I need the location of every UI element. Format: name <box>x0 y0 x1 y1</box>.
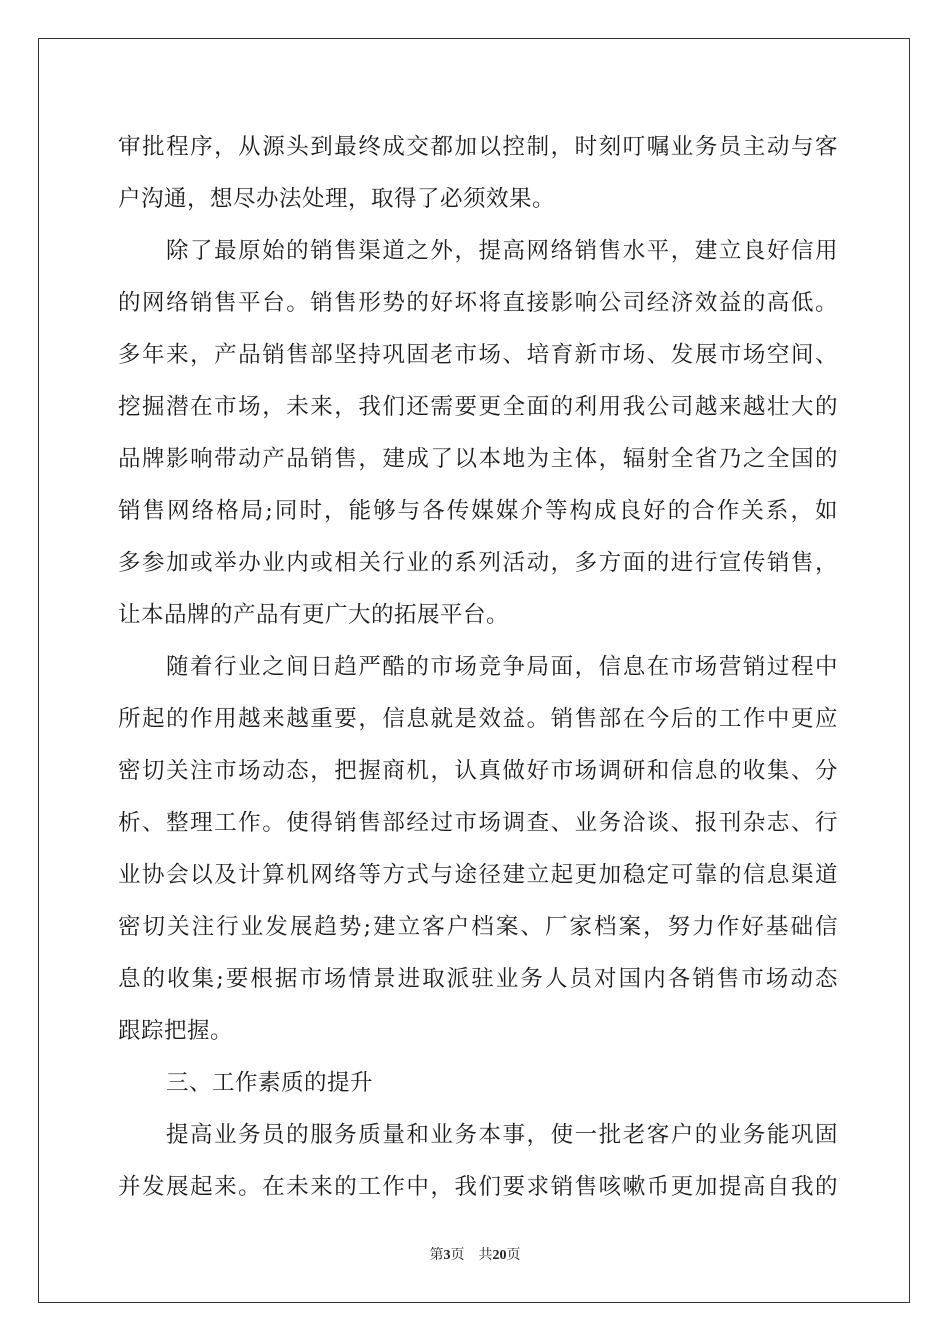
page-unit: 页 <box>450 1247 465 1263</box>
page-footer <box>0 1244 950 1264</box>
text-line: 品牌影响带动产品销售，建成了以本地为主体，辐射全省乃之全国的 <box>118 446 838 472</box>
text-line: 挖掘潜在市场，未来，我们还需要更全面的利用我公司越来越壮大的 <box>118 394 838 420</box>
section-heading: 三、工作素质的提升 <box>166 1070 374 1096</box>
paragraph-start-line: 除了最原始的销售渠道之外，提高网络销售水平，建立良好信用 <box>166 238 838 264</box>
text-line: 所起的作用越来越重要，信息就是效益。销售部在今后的工作中更应 <box>118 706 838 732</box>
text-line: 并发展起来。在未来的工作中，我们要求销售咳嗽币更加提高自我的 <box>118 1174 838 1200</box>
text-line: 多参加或举办业内或相关行业的系列活动，多方面的进行宣传销售， <box>118 550 838 576</box>
text-line: 多年来，产品销售部坚持巩固老市场、培育新市场、发展市场空间、 <box>118 342 838 368</box>
text-line: 审批程序，从源头到最终成交都加以控制，时刻叮嘱业务员主动与客 <box>118 134 838 160</box>
total-unit: 页 <box>506 1247 521 1263</box>
page-current: 3 <box>443 1248 451 1263</box>
page-prefix: 第 <box>429 1247 444 1263</box>
text-line: 的网络销售平台。销售形势的好坏将直接影响公司经济效益的高低。 <box>118 290 838 316</box>
text-line: 跟踪把握。 <box>118 1018 234 1044</box>
text-line: 密切关注行业发展趋势;建立客户档案、厂家档案，努力作好基础信 <box>118 914 838 940</box>
text-line: 密切关注市场动态，把握商机，认真做好市场调研和信息的收集、分 <box>118 758 838 784</box>
text-line: 业协会以及计算机网络等方式与途径建立起更加稳定可靠的信息渠道 <box>118 862 838 888</box>
paragraph-start-line: 随着行业之间日趋严酷的市场竞争局面，信息在市场营销过程中 <box>166 654 838 680</box>
text-line: 销售网络格局;同时，能够与各传媒媒介等构成良好的合作关系，如 <box>118 498 838 524</box>
text-line: 析、整理工作。使得销售部经过市场调查、业务洽谈、报刊杂志、行 <box>118 810 838 836</box>
text-line: 户沟通，想尽办法处理，取得了必须效果。 <box>118 186 556 212</box>
paragraph-start-line: 提高业务员的服务质量和业务本事，使一批老客户的业务能巩固 <box>166 1122 838 1148</box>
text-line: 让本品牌的产品有更广大的拓展平台。 <box>118 602 510 628</box>
document-body <box>118 121 838 1213</box>
page-total: 20 <box>492 1248 507 1263</box>
text-line: 息的收集;要根据市场情景进取派驻业务人员对国内各销售市场动态 <box>118 966 838 992</box>
total-prefix: 共 <box>478 1247 493 1263</box>
